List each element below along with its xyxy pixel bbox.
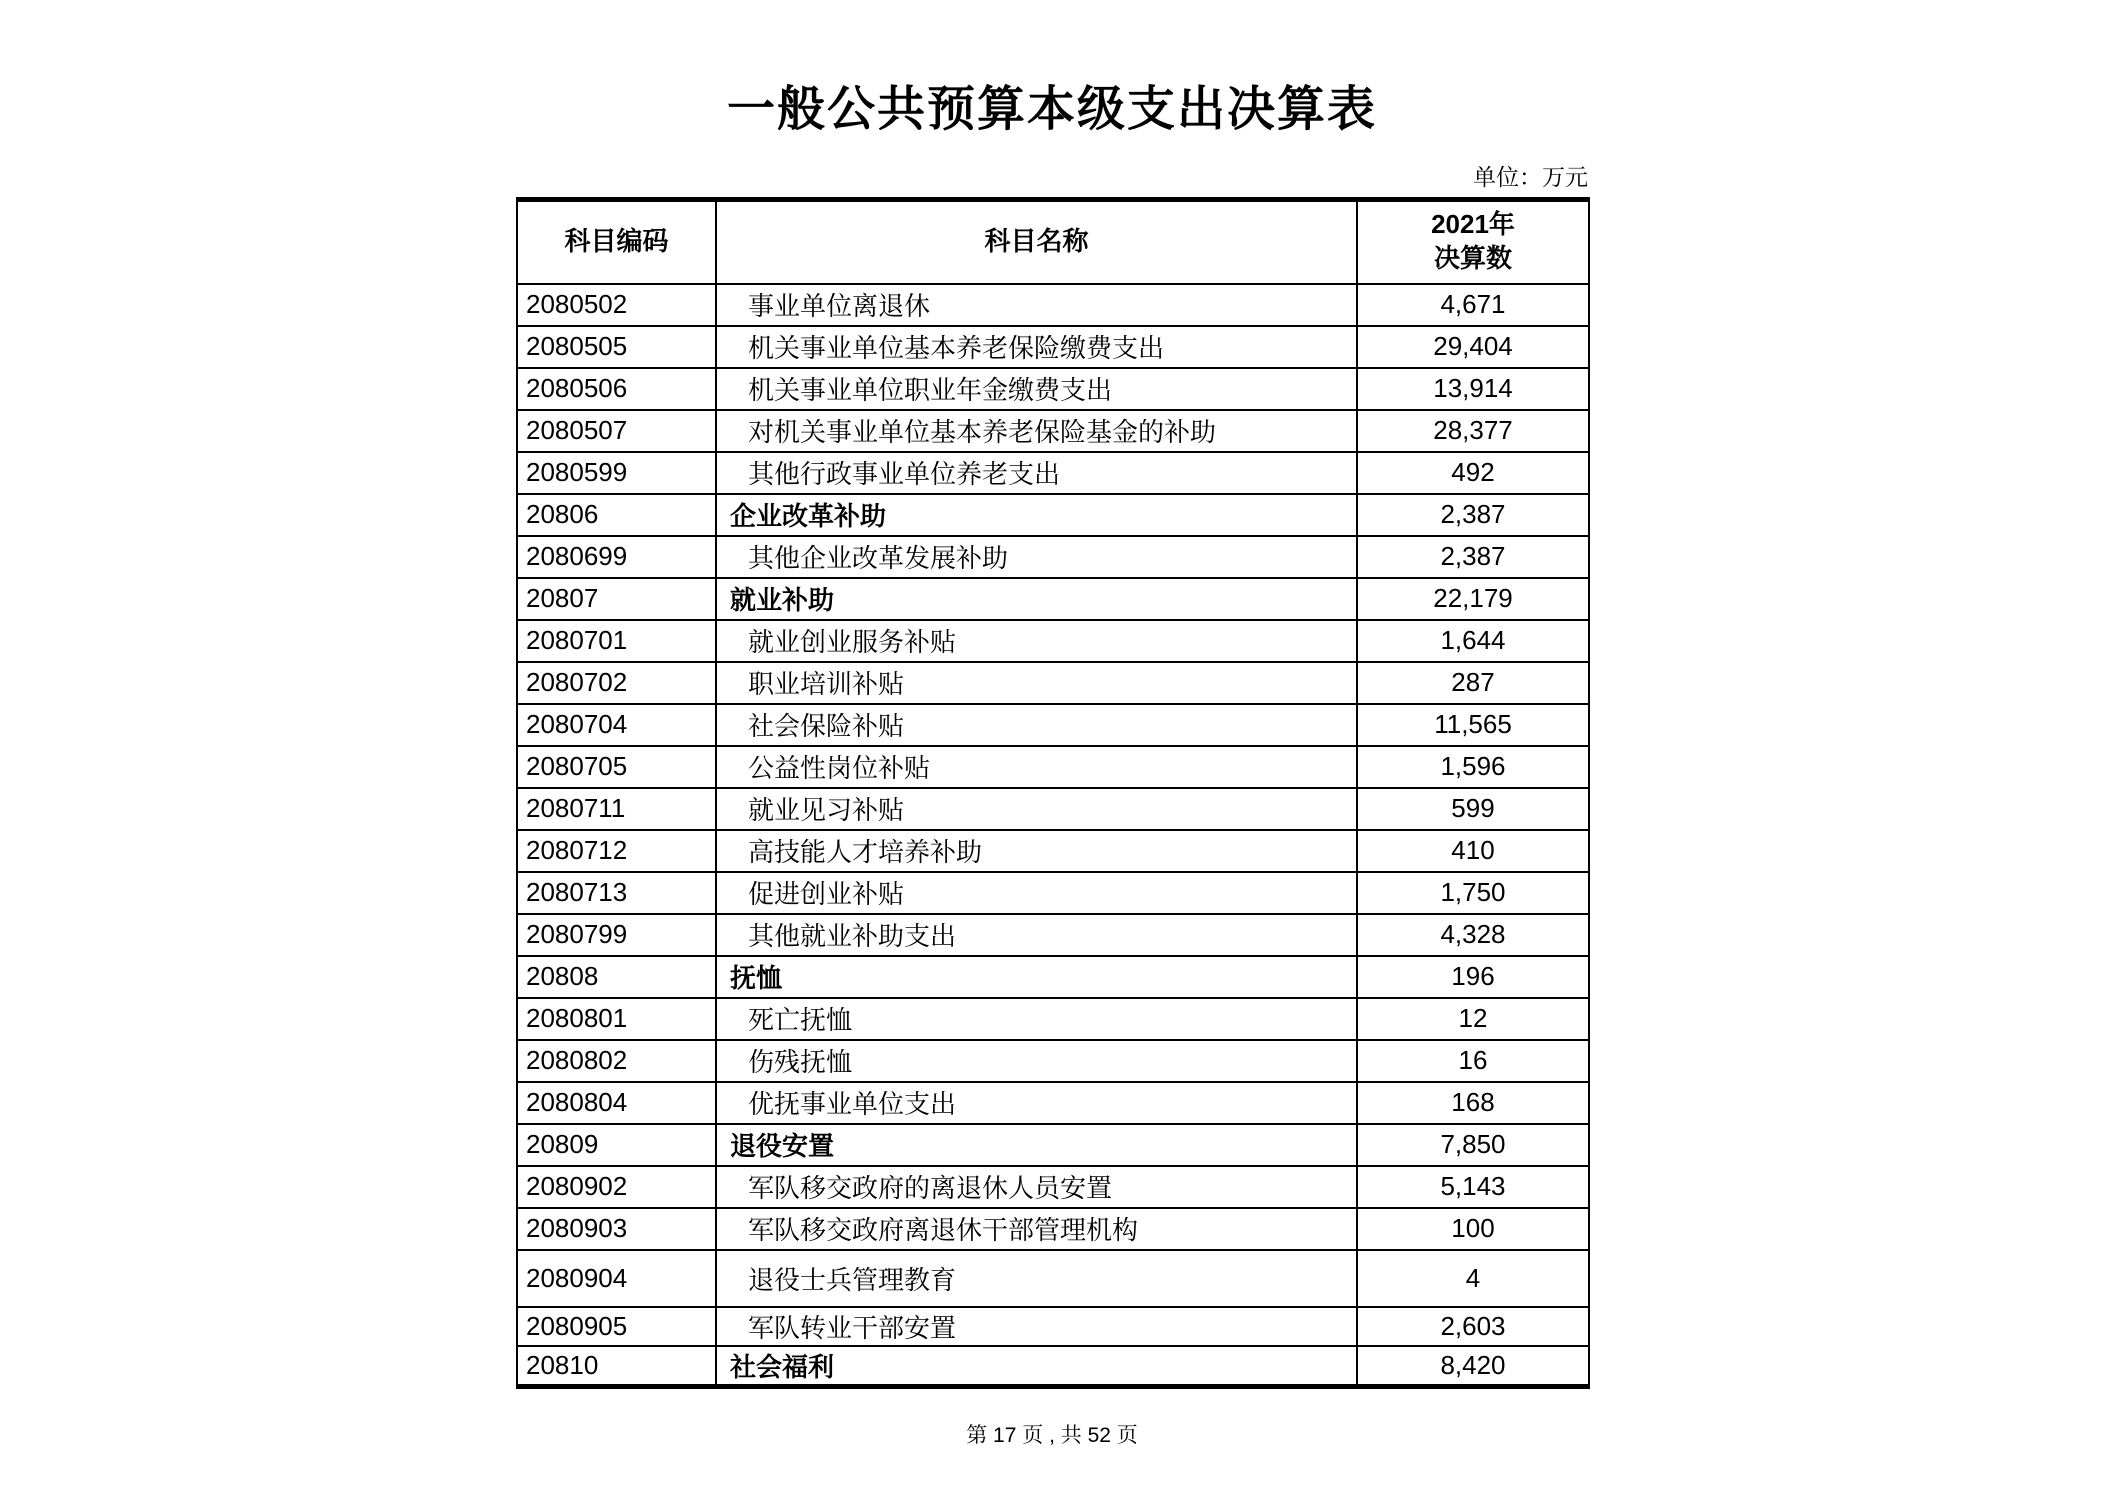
cell-value: 2,387 bbox=[1357, 536, 1589, 578]
cell-name: 就业见习补贴 bbox=[716, 788, 1357, 830]
budget-table bbox=[516, 197, 1590, 1389]
table-row bbox=[517, 830, 1589, 872]
table-row bbox=[517, 746, 1589, 788]
col-header-code: 科目编码 bbox=[517, 200, 716, 284]
col-header-value-line1: 2021年 bbox=[1431, 209, 1515, 240]
cell-value: 492 bbox=[1357, 452, 1589, 494]
cell-name: 抚恤 bbox=[716, 956, 1357, 998]
cell-name: 军队移交政府离退休干部管理机构 bbox=[716, 1208, 1357, 1250]
table-row bbox=[517, 872, 1589, 914]
cell-value: 599 bbox=[1357, 788, 1589, 830]
cell-name: 退役士兵管理教育 bbox=[716, 1250, 1357, 1307]
col-header-value bbox=[1357, 200, 1589, 284]
cell-name: 企业改革补助 bbox=[716, 494, 1357, 536]
cell-code: 2080699 bbox=[517, 536, 716, 578]
cell-code: 2080704 bbox=[517, 704, 716, 746]
cell-value: 7,850 bbox=[1357, 1124, 1589, 1166]
cell-value: 11,565 bbox=[1357, 704, 1589, 746]
cell-value: 13,914 bbox=[1357, 368, 1589, 410]
cell-value: 16 bbox=[1357, 1040, 1589, 1082]
table-row bbox=[517, 494, 1589, 536]
cell-code: 20808 bbox=[517, 956, 716, 998]
cell-code: 20807 bbox=[517, 578, 716, 620]
table-row bbox=[517, 788, 1589, 830]
cell-value: 196 bbox=[1357, 956, 1589, 998]
cell-code: 2080507 bbox=[517, 410, 716, 452]
unit-label: 单位：万元 bbox=[1473, 164, 1588, 190]
cell-name: 就业补助 bbox=[716, 578, 1357, 620]
cell-code: 2080903 bbox=[517, 1208, 716, 1250]
table-row bbox=[517, 1166, 1589, 1208]
cell-name: 社会保险补贴 bbox=[716, 704, 1357, 746]
cell-code: 2080802 bbox=[517, 1040, 716, 1082]
table-row bbox=[517, 326, 1589, 368]
cell-name: 促进创业补贴 bbox=[716, 872, 1357, 914]
table-row bbox=[517, 368, 1589, 410]
cell-name: 事业单位离退休 bbox=[716, 284, 1357, 326]
table-row bbox=[517, 1307, 1589, 1346]
cell-code: 2080701 bbox=[517, 620, 716, 662]
table-row bbox=[517, 452, 1589, 494]
table-row bbox=[517, 578, 1589, 620]
cell-value: 287 bbox=[1357, 662, 1589, 704]
cell-code: 2080713 bbox=[517, 872, 716, 914]
cell-code: 2080905 bbox=[517, 1307, 716, 1346]
cell-code: 20806 bbox=[517, 494, 716, 536]
cell-code: 2080799 bbox=[517, 914, 716, 956]
cell-name: 优抚事业单位支出 bbox=[716, 1082, 1357, 1124]
cell-value: 1,644 bbox=[1357, 620, 1589, 662]
table-row bbox=[517, 914, 1589, 956]
cell-code: 2080904 bbox=[517, 1250, 716, 1307]
cell-value: 4,671 bbox=[1357, 284, 1589, 326]
cell-code: 2080599 bbox=[517, 452, 716, 494]
cell-value: 2,387 bbox=[1357, 494, 1589, 536]
table-row bbox=[517, 1082, 1589, 1124]
table-row bbox=[517, 1250, 1589, 1307]
cell-name: 机关事业单位职业年金缴费支出 bbox=[716, 368, 1357, 410]
header-row bbox=[517, 200, 1589, 284]
cell-name: 职业培训补贴 bbox=[716, 662, 1357, 704]
cell-value: 22,179 bbox=[1357, 578, 1589, 620]
col-header-value-line2: 决算数 bbox=[1433, 243, 1512, 274]
cell-code: 20810 bbox=[517, 1346, 716, 1387]
cell-name: 其他行政事业单位养老支出 bbox=[716, 452, 1357, 494]
cell-value: 8,420 bbox=[1357, 1346, 1589, 1387]
table-body bbox=[517, 284, 1589, 1387]
table-row bbox=[517, 1208, 1589, 1250]
cell-value: 2,603 bbox=[1357, 1307, 1589, 1346]
cell-code: 2080502 bbox=[517, 284, 716, 326]
cell-value: 4,328 bbox=[1357, 914, 1589, 956]
table-row bbox=[517, 284, 1589, 326]
cell-value: 5,143 bbox=[1357, 1166, 1589, 1208]
cell-code: 2080804 bbox=[517, 1082, 716, 1124]
table-row bbox=[517, 620, 1589, 662]
cell-value: 100 bbox=[1357, 1208, 1589, 1250]
cell-name: 其他就业补助支出 bbox=[716, 914, 1357, 956]
cell-name: 社会福利 bbox=[716, 1346, 1357, 1387]
table-row bbox=[517, 1124, 1589, 1166]
cell-code: 2080801 bbox=[517, 998, 716, 1040]
cell-name: 死亡抚恤 bbox=[716, 998, 1357, 1040]
table-row bbox=[517, 536, 1589, 578]
table-row bbox=[517, 1040, 1589, 1082]
table-row bbox=[517, 998, 1589, 1040]
cell-value: 4 bbox=[1357, 1250, 1589, 1307]
cell-code: 2080712 bbox=[517, 830, 716, 872]
cell-code: 20809 bbox=[517, 1124, 716, 1166]
cell-value: 410 bbox=[1357, 830, 1589, 872]
table-row bbox=[517, 1346, 1589, 1387]
cell-code: 2080711 bbox=[517, 788, 716, 830]
cell-name: 机关事业单位基本养老保险缴费支出 bbox=[716, 326, 1357, 368]
cell-value: 28,377 bbox=[1357, 410, 1589, 452]
cell-value: 1,750 bbox=[1357, 872, 1589, 914]
cell-value: 12 bbox=[1357, 998, 1589, 1040]
table-section bbox=[516, 159, 1588, 1389]
cell-code: 2080702 bbox=[517, 662, 716, 704]
cell-name: 军队移交政府的离退休人员安置 bbox=[716, 1166, 1357, 1208]
table-row bbox=[517, 704, 1589, 746]
cell-name: 伤残抚恤 bbox=[716, 1040, 1357, 1082]
cell-name: 对机关事业单位基本养老保险基金的补助 bbox=[716, 410, 1357, 452]
cell-value: 1,596 bbox=[1357, 746, 1589, 788]
cell-code: 2080902 bbox=[517, 1166, 716, 1208]
cell-code: 2080505 bbox=[517, 326, 716, 368]
cell-code: 2080506 bbox=[517, 368, 716, 410]
col-header-name: 科目名称 bbox=[716, 200, 1357, 284]
cell-value: 168 bbox=[1357, 1082, 1589, 1124]
cell-code: 2080705 bbox=[517, 746, 716, 788]
cell-name: 高技能人才培养补助 bbox=[716, 830, 1357, 872]
table-row bbox=[517, 662, 1589, 704]
cell-name: 公益性岗位补贴 bbox=[716, 746, 1357, 788]
page-footer: 第 17 页 , 共 52 页 bbox=[966, 1423, 1138, 1447]
cell-name: 其他企业改革发展补助 bbox=[716, 536, 1357, 578]
page-title: 一般公共预算本级支出决算表 bbox=[726, 83, 1377, 136]
table-row bbox=[517, 410, 1589, 452]
cell-name: 就业创业服务补贴 bbox=[716, 620, 1357, 662]
cell-name: 军队转业干部安置 bbox=[716, 1307, 1357, 1346]
cell-value: 29,404 bbox=[1357, 326, 1589, 368]
table-row bbox=[517, 956, 1589, 998]
cell-name: 退役安置 bbox=[716, 1124, 1357, 1166]
